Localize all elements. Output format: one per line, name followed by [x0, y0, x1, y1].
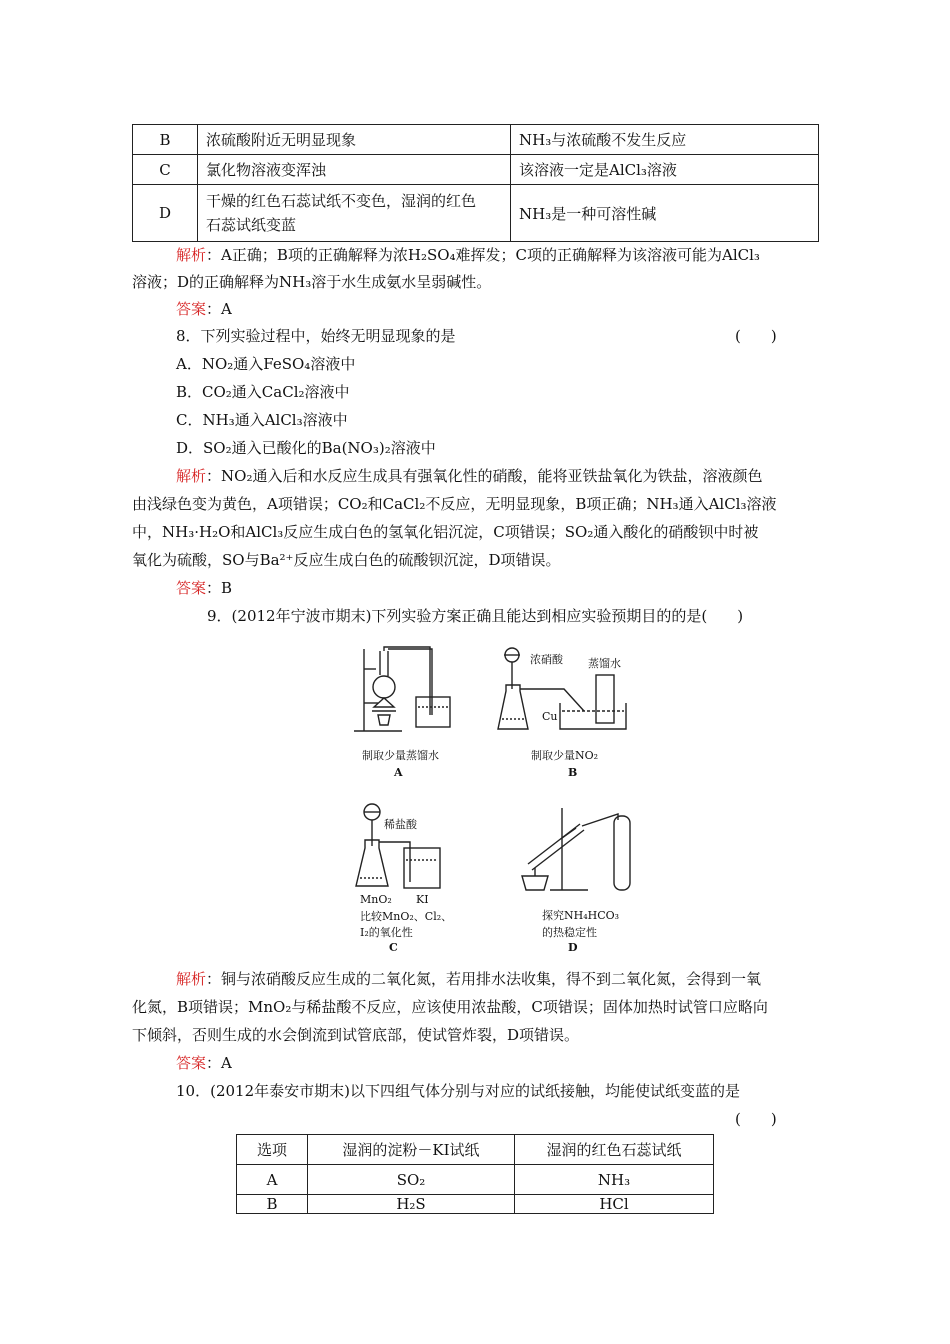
- q8-answer-bracket: ( ): [735, 327, 777, 345]
- q8-stem: 8．下列实验过程中，始终无明显现象的是: [176, 327, 456, 345]
- figure-c-chlorine-apparatus: [352, 800, 452, 892]
- figure-b-acid-label: 浓硝酸: [530, 653, 563, 666]
- answer-label: 答案: [176, 1054, 207, 1072]
- cell-option: D: [133, 185, 198, 242]
- answer-label: 答案: [176, 579, 207, 597]
- figure-b-water-label: 蒸馏水: [588, 657, 621, 670]
- figure-a-distillation-apparatus: [352, 645, 462, 735]
- figure-d-caption-line-2: 的热稳定性: [542, 926, 597, 939]
- figure-c-caption-line-2: I₂的氧化性: [360, 926, 413, 939]
- header-cell: 选项: [237, 1135, 308, 1165]
- header-cell: 湿润的淀粉－KI试纸: [308, 1135, 515, 1165]
- q8-option-a: A．NO₂通入FeSO₄溶液中: [176, 355, 356, 373]
- figure-b-caption: 制取少量NO₂: [531, 749, 599, 762]
- table-row: [237, 1165, 714, 1195]
- q8-answer: 答案：B: [176, 579, 233, 597]
- q9-stem: 9．(2012年宁波市期末)下列实验方案正确且能达到相应实验预期目的的是( ): [207, 607, 744, 625]
- cell-phenomenon: 浓硫酸附近无明显现象: [198, 125, 511, 155]
- phenomenon-line-1: 干燥的红色石蕊试纸不变色，湿润的红色: [206, 192, 477, 210]
- cell: HCl: [515, 1195, 714, 1214]
- q9-analysis-line-3: 下倾斜，否则生成的水会倒流到试管底部，使试管炸裂，D项错误。: [132, 1026, 580, 1044]
- table-row: [133, 125, 819, 155]
- header-cell: 湿润的红色石蕊试纸: [515, 1135, 714, 1165]
- cell: B: [237, 1195, 308, 1214]
- cell: NH₃: [515, 1165, 714, 1195]
- figure-a-letter: A: [394, 766, 403, 779]
- figure-d-letter: D: [568, 941, 578, 954]
- q9-analysis-line-2: 化氮，B项错误；MnO₂与稀盐酸不反应，应该使用浓盐酸，C项错误；固体加热时试管口应略向: [132, 998, 768, 1016]
- figure-c-acid-label: 稀盐酸: [384, 818, 417, 831]
- q9-analysis-line-1: 解析：铜与浓硝酸反应生成的二氧化氮，若用排水法收集，得不到二氧化氮，会得到一氧: [176, 970, 762, 988]
- figure-a-caption: 制取少量蒸馏水: [362, 749, 439, 762]
- table-row: [133, 185, 819, 242]
- q8-analysis-line-4: 氧化为硫酸，SO与Ba²⁺反应生成白色的硫酸钡沉淀，D项错误。: [132, 551, 561, 569]
- figure-c-caption-line-1: 比较MnO₂、Cl₂、: [360, 910, 453, 923]
- q8-option-d: D．SO₂通入已酸化的Ba(NO₃)₂溶液中: [176, 439, 436, 457]
- table-q7: [132, 124, 819, 242]
- figure-c-ki-label: KI: [416, 893, 429, 906]
- q8-analysis-line-2: 由浅绿色变为黄色，A项错误；CO₂和CaCl₂不反应，无明显现象，B项正确；NH₃通入AlCl₃溶液: [132, 495, 777, 513]
- cell-explanation: 该溶液一定是AlCl₃溶液: [511, 155, 819, 185]
- figure-d-caption-line-1: 探究NH₄HCO₃: [542, 909, 620, 922]
- analysis-label: 解析: [176, 246, 207, 264]
- figure-d-heating-apparatus: [516, 804, 646, 894]
- table-row: [237, 1195, 714, 1214]
- q8-option-c: C．NH₃通入AlCl₃溶液中: [176, 411, 348, 429]
- q10-stem: 10．(2012年泰安市期末)以下四组气体分别与对应的试纸接触，均能使试纸变蓝的是: [176, 1082, 740, 1100]
- q8-option-b: B．CO₂通入CaCl₂溶液中: [176, 383, 350, 401]
- cell-option: C: [133, 155, 198, 185]
- cell: A: [237, 1165, 308, 1195]
- table-q10: [236, 1134, 714, 1214]
- phenomenon-line-2: 石蕊试纸变蓝: [206, 216, 297, 234]
- cell-explanation: NH₃与浓硫酸不发生反应: [511, 125, 819, 155]
- answer-label: 答案: [176, 300, 207, 318]
- q7-analysis-line-1: 解析：A正确；B项的正确解释为浓H₂SO₄难挥发；C项的正确解释为该溶液可能为AlCl₃: [176, 246, 760, 264]
- cell-explanation: NH₃是一种可溶性碱: [511, 185, 819, 242]
- figure-b-cu-label: Cu: [542, 710, 558, 723]
- figure-b-letter: B: [568, 766, 578, 779]
- cell-phenomenon: 氯化物溶液变浑浊: [198, 155, 511, 185]
- table-row: [133, 155, 819, 185]
- q8-analysis-line-3: 中，NH₃·H₂O和AlCl₃反应生成白色的氢氧化铝沉淀，C项错误；SO₂通入酸化的硝酸钡中时被: [132, 523, 759, 541]
- q10-answer-bracket: ( ): [735, 1110, 777, 1128]
- q9-answer: 答案：A: [176, 1054, 232, 1072]
- figure-c-mno2-label: MnO₂: [360, 893, 392, 906]
- analysis-label: 解析: [176, 467, 207, 485]
- cell: H₂S: [308, 1195, 515, 1214]
- cell-option: B: [133, 125, 198, 155]
- cell: SO₂: [308, 1165, 515, 1195]
- analysis-label: 解析: [176, 970, 207, 988]
- figure-c-letter: C: [389, 941, 398, 954]
- cell-phenomenon: [198, 185, 511, 242]
- table-header-row: [237, 1135, 714, 1165]
- q7-analysis-line-2: 溶液；D的正确解释为NH₃溶于水生成氨水呈弱碱性。: [132, 273, 492, 291]
- figure-b-no2-apparatus: [494, 645, 644, 735]
- q8-analysis-line-1: 解析：NO₂通入后和水反应生成具有强氧化性的硝酸，能将亚铁盐氧化为铁盐，溶液颜色: [176, 467, 763, 485]
- q7-answer: 答案：A: [176, 300, 232, 318]
